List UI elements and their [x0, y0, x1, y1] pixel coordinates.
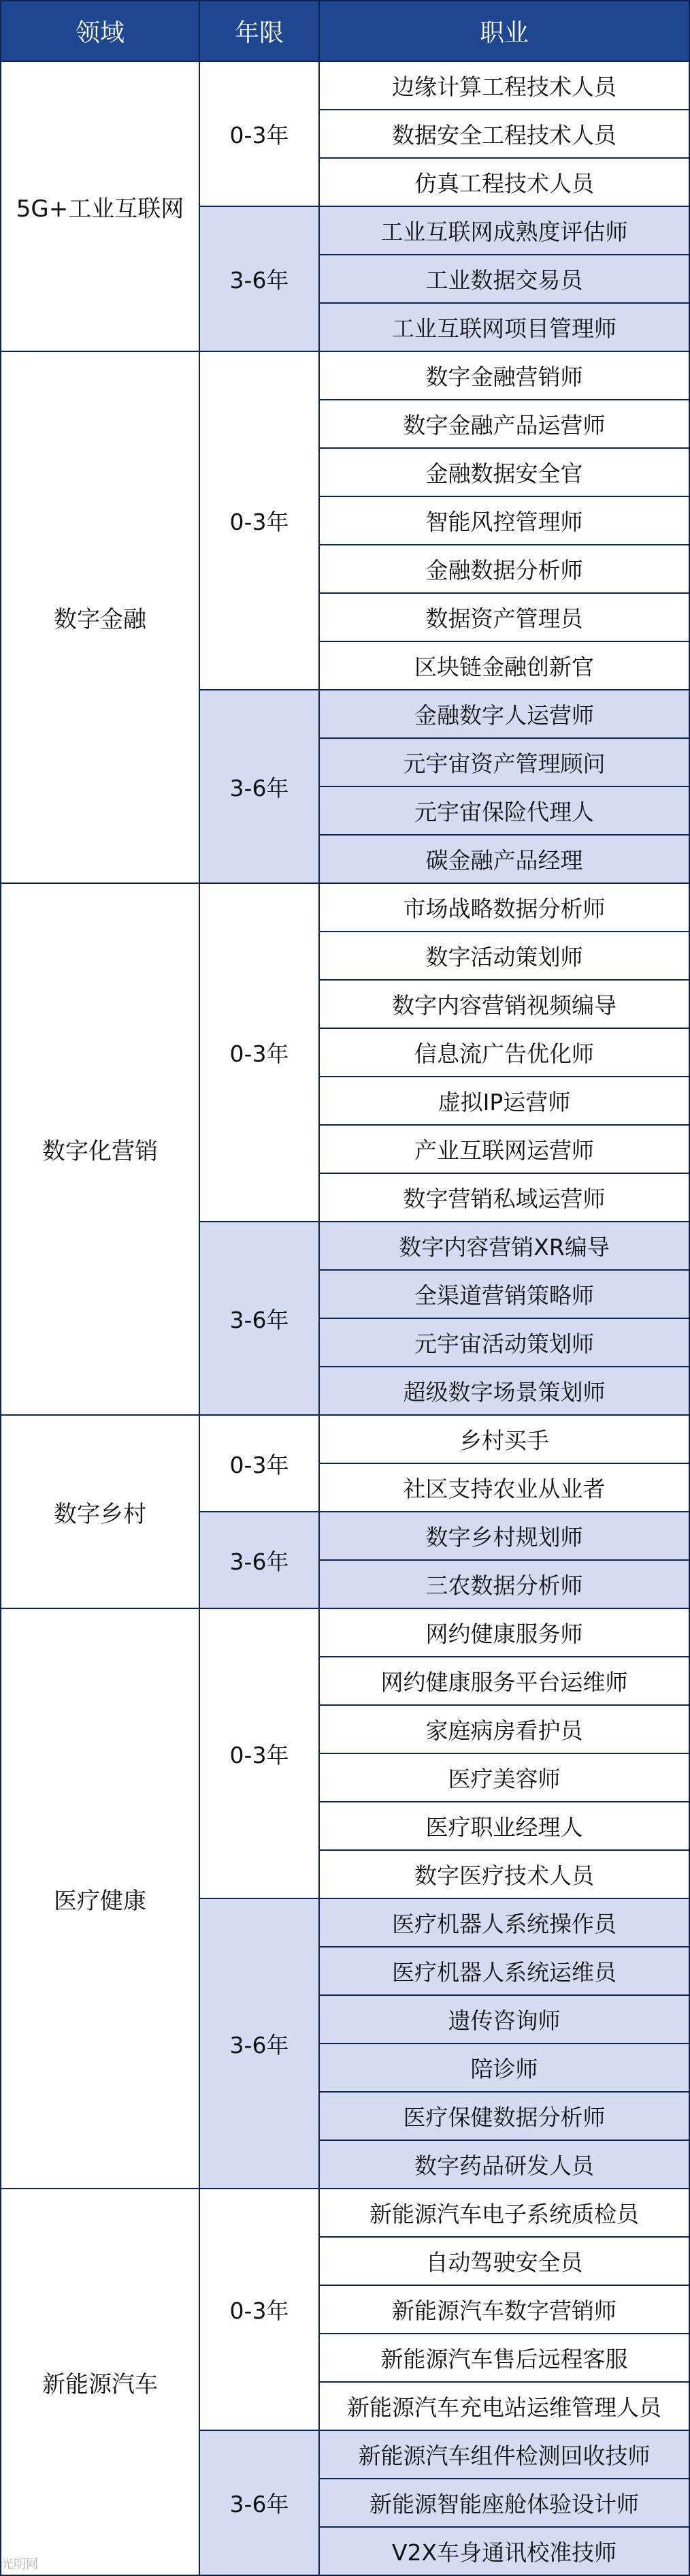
- header-period: 年限: [199, 1, 319, 61]
- occupation-cell: 网约健康服务师: [319, 1608, 689, 1657]
- occupation-cell: 虚拟IP运营师: [319, 1077, 689, 1125]
- occupation-cell: 新能源汽车电子系统质检员: [319, 2189, 689, 2237]
- occupation-cell: 数字乡村规划师: [319, 1512, 689, 1560]
- table-header: [1, 1, 689, 61]
- table-body: [1, 61, 689, 2575]
- header-domain: 领域: [1, 1, 199, 61]
- occupation-cell: 金融数据安全官: [319, 448, 689, 496]
- table-row: [1, 351, 689, 400]
- occupation-cell: 元宇宙活动策划师: [319, 1318, 689, 1367]
- occupation-cell: 数字药品研发人员: [319, 2140, 689, 2189]
- period-cell: 3-6年: [199, 1898, 319, 2189]
- occupation-cell: 医疗机器人系统操作员: [319, 1898, 689, 1947]
- occupation-cell: 元宇宙资产管理顾问: [319, 738, 689, 786]
- occupation-cell: 新能源汽车组件检测回收技师: [319, 2430, 689, 2479]
- occupation-cell: 新能源智能座舱体验设计师: [319, 2479, 689, 2527]
- occupation-cell: 家庭病房看护员: [319, 1705, 689, 1753]
- occupation-cell: 社区支持农业从业者: [319, 1463, 689, 1512]
- occupation-cell: V2X车身通讯校准技师: [319, 2527, 689, 2575]
- domain-cell: 医疗健康: [1, 1608, 199, 2189]
- table-row: [1, 1608, 689, 1657]
- occupation-cell: 金融数据分析师: [319, 545, 689, 593]
- period-cell: 0-3年: [199, 61, 319, 206]
- occupation-cell: 数字内容营销XR编导: [319, 1222, 689, 1270]
- table-row: [1, 2189, 689, 2237]
- period-cell: 3-6年: [199, 2430, 319, 2575]
- table-row: [1, 883, 689, 932]
- occupation-cell: 医疗美容师: [319, 1753, 689, 1802]
- watermark-text: 光明网: [1, 2558, 38, 2572]
- period-cell: 3-6年: [199, 1512, 319, 1608]
- occupation-cell: 医疗职业经理人: [319, 1802, 689, 1850]
- occupation-cell: 全渠道营销策略师: [319, 1270, 689, 1318]
- occupation-cell: 仿真工程技术人员: [319, 158, 689, 206]
- occupation-cell: 元宇宙保险代理人: [319, 786, 689, 835]
- period-cell: 3-6年: [199, 1222, 319, 1415]
- occupation-cell: 医疗保健数据分析师: [319, 2092, 689, 2140]
- table-row: [1, 61, 689, 110]
- domain-cell: 数字化营销: [1, 883, 199, 1415]
- occupation-cell: 陪诊师: [319, 2044, 689, 2092]
- header-occupation: 职业: [319, 1, 689, 61]
- occupation-cell: 数字金融营销师: [319, 351, 689, 400]
- occupation-cell: 边缘计算工程技术人员: [319, 61, 689, 110]
- occupation-cell: 数据资产管理员: [319, 593, 689, 641]
- occupation-cell: 市场战略数据分析师: [319, 883, 689, 932]
- occupation-cell: 数字营销私域运营师: [319, 1173, 689, 1222]
- domain-cell: 数字金融: [1, 351, 199, 883]
- occupation-cell: 数字内容营销视频编导: [319, 980, 689, 1028]
- table-row: [1, 1415, 689, 1463]
- period-cell: 0-3年: [199, 1608, 319, 1898]
- occupation-cell: 智能风控管理师: [319, 496, 689, 545]
- occupation-cell: 信息流广告优化师: [319, 1028, 689, 1077]
- period-cell: 0-3年: [199, 351, 319, 690]
- period-cell: 3-6年: [199, 206, 319, 351]
- occupation-cell: 遗传咨询师: [319, 1995, 689, 2044]
- occupation-cell: 自动驾驶安全员: [319, 2237, 689, 2285]
- occupation-cell: 网约健康服务平台运维师: [319, 1657, 689, 1705]
- occupation-cell: 数字活动策划师: [319, 932, 689, 980]
- occupation-cell: 金融数字人运营师: [319, 690, 689, 738]
- occupation-cell: 数据安全工程技术人员: [319, 110, 689, 158]
- period-cell: 0-3年: [199, 1415, 319, 1512]
- period-cell: 0-3年: [199, 883, 319, 1222]
- domain-cell: 5G+工业互联网: [1, 61, 199, 351]
- occupation-cell: 新能源汽车充电站运维管理人员: [319, 2382, 689, 2430]
- occupation-cell: 超级数字场景策划师: [319, 1367, 689, 1415]
- domain-cell: 数字乡村: [1, 1415, 199, 1608]
- occupation-cell: 新能源汽车售后远程客服: [319, 2334, 689, 2382]
- occupation-cell: 区块链金融创新官: [319, 641, 689, 690]
- occupation-cell: 医疗机器人系统运维员: [319, 1947, 689, 1995]
- domain-cell: 新能源汽车: [1, 2189, 199, 2575]
- header-row: [1, 1, 689, 61]
- occupation-cell: 数字医疗技术人员: [319, 1850, 689, 1898]
- occupation-cell: 工业互联网成熟度评估师: [319, 206, 689, 255]
- occupation-cell: 工业数据交易员: [319, 255, 689, 303]
- period-cell: 0-3年: [199, 2189, 319, 2430]
- occupation-cell: 碳金融产品经理: [319, 835, 689, 883]
- occupation-cell: 产业互联网运营师: [319, 1125, 689, 1173]
- occupation-cell: 乡村买手: [319, 1415, 689, 1463]
- occupation-cell: 数字金融产品运营师: [319, 400, 689, 448]
- occupation-cell: 三农数据分析师: [319, 1560, 689, 1608]
- occupation-cell: 新能源汽车数字营销师: [319, 2285, 689, 2334]
- period-cell: 3-6年: [199, 690, 319, 883]
- occupation-cell: 工业互联网项目管理师: [319, 303, 689, 351]
